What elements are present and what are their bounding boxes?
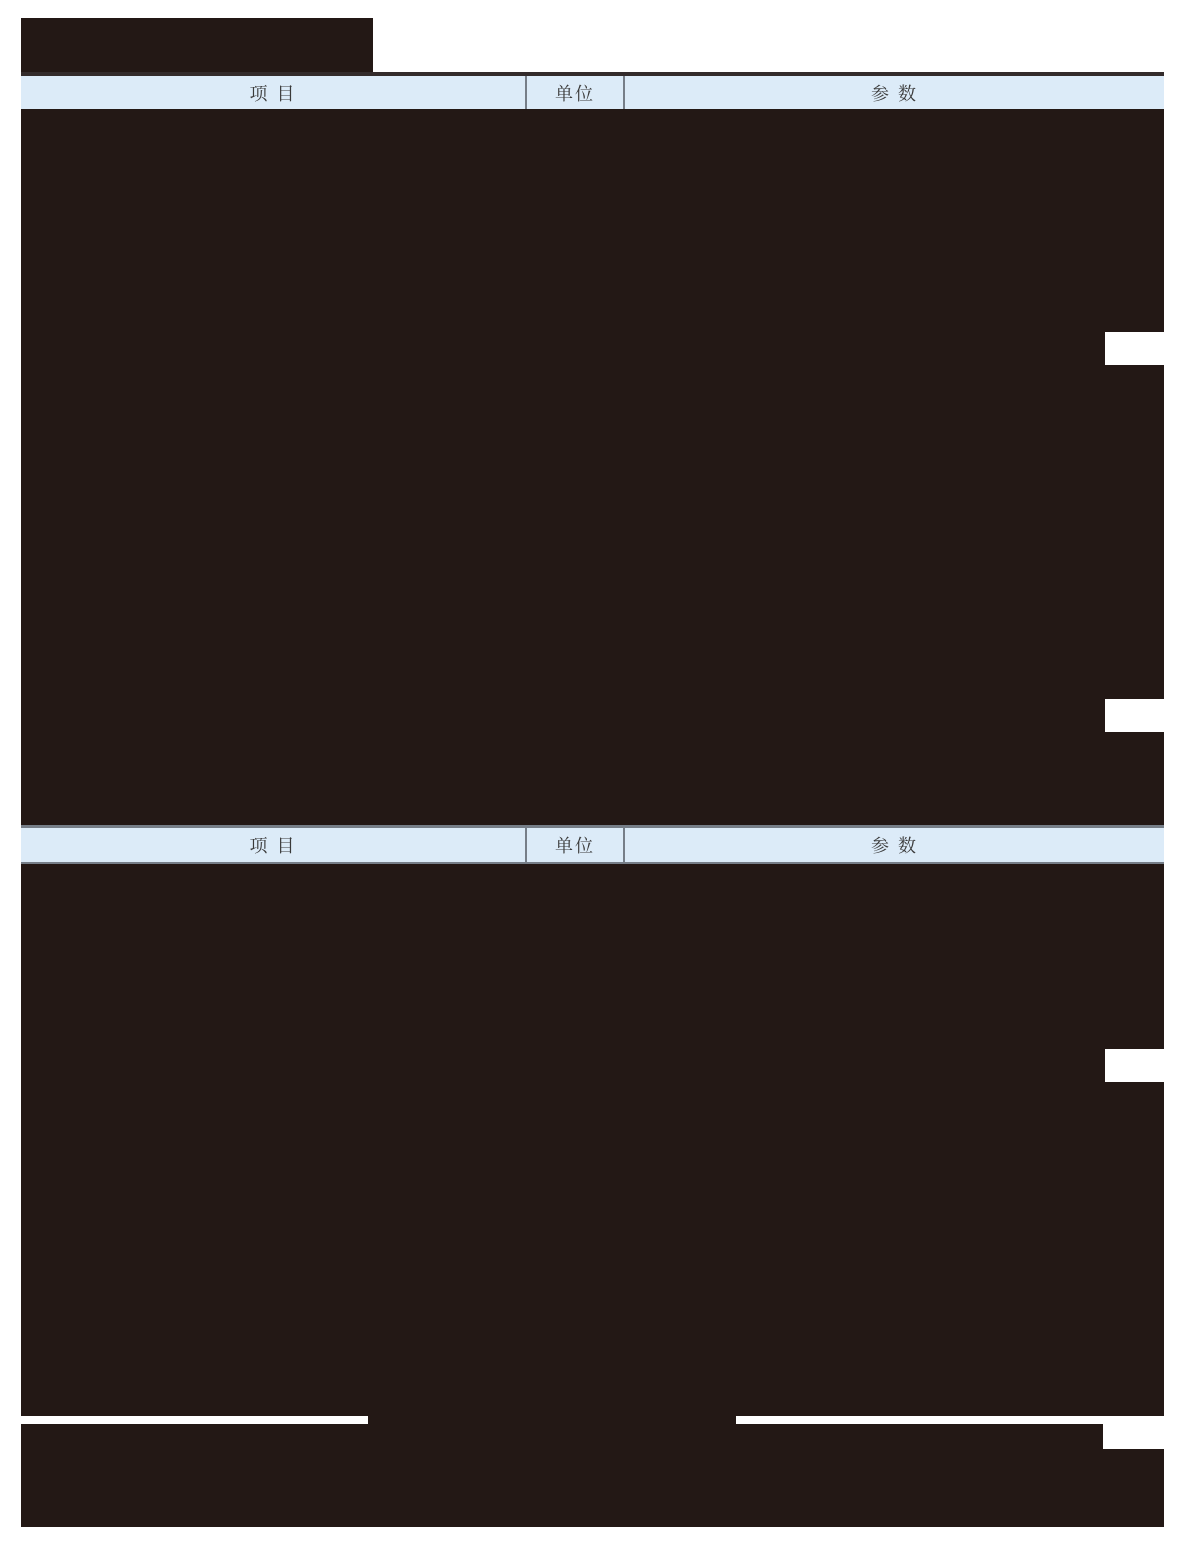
redaction-gap-bottom-right [1103, 1424, 1164, 1449]
table1-header-param: 参 数 [870, 83, 918, 104]
table2-header-param: 参 数 [870, 836, 918, 856]
redacted-bottom-block [21, 1416, 1164, 1527]
redaction-gap-right-1 [1105, 332, 1164, 365]
redaction-gap-right-3 [1105, 1049, 1164, 1082]
redacted-table2-body [21, 864, 1164, 1416]
table2-header-row [21, 825, 1164, 864]
redacted-title-block [21, 18, 373, 72]
redaction-seam-bottom-right [736, 1416, 1164, 1424]
table1-header-unit: 单位 [527, 76, 625, 109]
table2-header-item: 项 目 [21, 828, 527, 862]
redaction-gap-right-2 [1105, 699, 1164, 732]
table1-header-row [21, 72, 1164, 109]
table2-header-unit: 单位 [527, 828, 625, 862]
redaction-seam-bottom-left [21, 1416, 368, 1424]
table1-header-item: 项 目 [21, 76, 527, 109]
redacted-table1-body [21, 109, 1164, 825]
